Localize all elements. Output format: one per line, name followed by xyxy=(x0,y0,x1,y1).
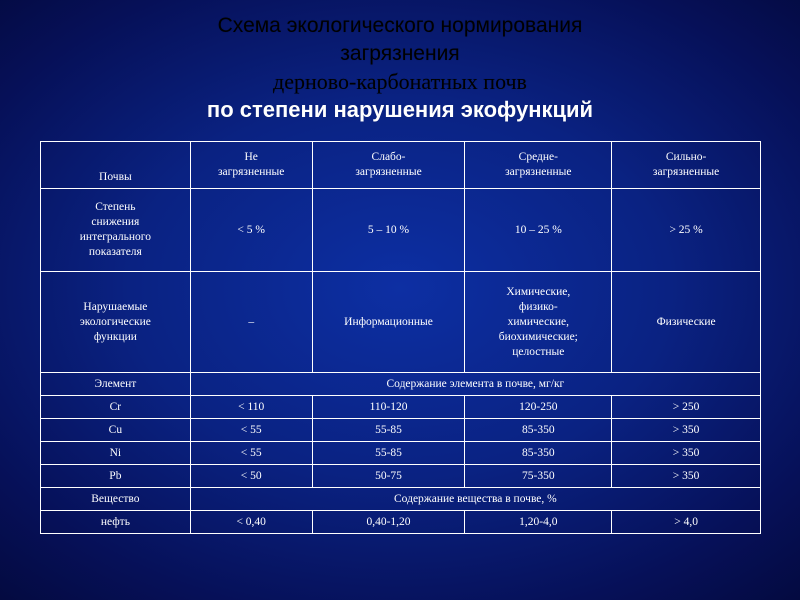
table-cell: < 5 % xyxy=(190,189,312,272)
header-text: Средне- xyxy=(518,151,558,163)
header-text: загрязненные xyxy=(355,166,422,178)
row-label-element-name: Pb xyxy=(41,465,191,488)
table-cell: < 110 xyxy=(190,396,312,419)
title-line-2: загрязнения xyxy=(340,42,460,65)
table-cell: > 250 xyxy=(612,396,761,419)
table-cell: 85-350 xyxy=(465,419,612,442)
table-cell: < 0,40 xyxy=(190,511,312,534)
table-row-pb xyxy=(41,465,761,488)
table-cell: > 4,0 xyxy=(612,511,761,534)
header-cell-not-polluted xyxy=(190,142,312,189)
table-cell: 1,20-4,0 xyxy=(465,511,612,534)
table-cell: < 55 xyxy=(190,419,312,442)
row-label-substance: Вещество xyxy=(41,488,191,511)
cell-text: физико- xyxy=(518,300,558,313)
row-label-element-name: Cu xyxy=(41,419,191,442)
row-label-substance-name: нефть xyxy=(41,511,191,534)
title-line-1: Схема экологического нормирования xyxy=(217,14,583,37)
row-label-element-name: Ni xyxy=(41,442,191,465)
table-row-degree xyxy=(41,189,761,272)
table-cell: 5 – 10 % xyxy=(312,189,465,272)
cell-text: биохимические; xyxy=(498,330,578,343)
table-cell: 55-85 xyxy=(312,419,465,442)
table-header-row xyxy=(41,142,761,189)
table-cell xyxy=(465,272,612,373)
substance-content-caption: Содержание вещества в почве, % xyxy=(190,488,760,511)
row-label-text: показателя xyxy=(88,246,142,258)
slide-title xyxy=(0,12,800,124)
table-row-cr xyxy=(41,396,761,419)
header-text: загрязненные xyxy=(505,166,572,178)
element-content-caption: Содержание элемента в почве, мг/кг xyxy=(190,373,760,396)
row-label-text: Нарушаемые xyxy=(83,300,148,313)
title-line-3: дерново-карбонатных почв xyxy=(273,69,527,94)
cell-text: Химические, xyxy=(506,285,571,298)
table-cell: 85-350 xyxy=(465,442,612,465)
title-line-4: по степени нарушения экофункций xyxy=(206,97,594,122)
row-label-text: интегрального xyxy=(79,231,151,243)
table-row-cu xyxy=(41,419,761,442)
table-cell: 10 – 25 % xyxy=(465,189,612,272)
table-cell: Информационные xyxy=(312,272,465,373)
table-cell: > 350 xyxy=(612,465,761,488)
header-text: загрязненные xyxy=(218,166,285,178)
table-cell: – xyxy=(190,272,312,373)
table-cell: 110-120 xyxy=(312,396,465,419)
table-cell: < 50 xyxy=(190,465,312,488)
row-label-element-name: Cr xyxy=(41,396,191,419)
pollution-norms-table xyxy=(40,141,761,534)
row-label-text: снижения xyxy=(91,216,140,228)
table-cell: Физические xyxy=(612,272,761,373)
table-cell: 55-85 xyxy=(312,442,465,465)
table-row-substance-header xyxy=(41,488,761,511)
table-cell: > 350 xyxy=(612,442,761,465)
table-cell: 0,40-1,20 xyxy=(312,511,465,534)
header-text: Не xyxy=(244,151,258,163)
header-cell-weakly-polluted xyxy=(312,142,465,189)
header-text: Сильно- xyxy=(665,151,707,163)
cell-text: целостные xyxy=(512,345,565,358)
table-cell: 120-250 xyxy=(465,396,612,419)
table-cell: 75-350 xyxy=(465,465,612,488)
cell-text: химические, xyxy=(507,315,569,328)
table-row-oil xyxy=(41,511,761,534)
table-row-functions xyxy=(41,272,761,373)
header-cell-soils: Почвы xyxy=(41,142,191,189)
header-text: Слабо- xyxy=(371,151,406,163)
row-label-text: Степень xyxy=(95,201,136,213)
header-cell-strongly-polluted xyxy=(612,142,761,189)
table-cell: 50-75 xyxy=(312,465,465,488)
table-cell: < 55 xyxy=(190,442,312,465)
row-label-text: экологические xyxy=(79,315,151,328)
table-row-ni xyxy=(41,442,761,465)
table-cell: > 25 % xyxy=(612,189,761,272)
row-label-functions xyxy=(41,272,191,373)
table-cell: > 350 xyxy=(612,419,761,442)
header-text: загрязненные xyxy=(652,166,720,178)
row-label-degree xyxy=(41,189,191,272)
row-label-text: функции xyxy=(93,330,137,343)
header-cell-medium-polluted xyxy=(465,142,612,189)
table-row-element-header xyxy=(41,373,761,396)
row-label-element: Элемент xyxy=(41,373,191,396)
